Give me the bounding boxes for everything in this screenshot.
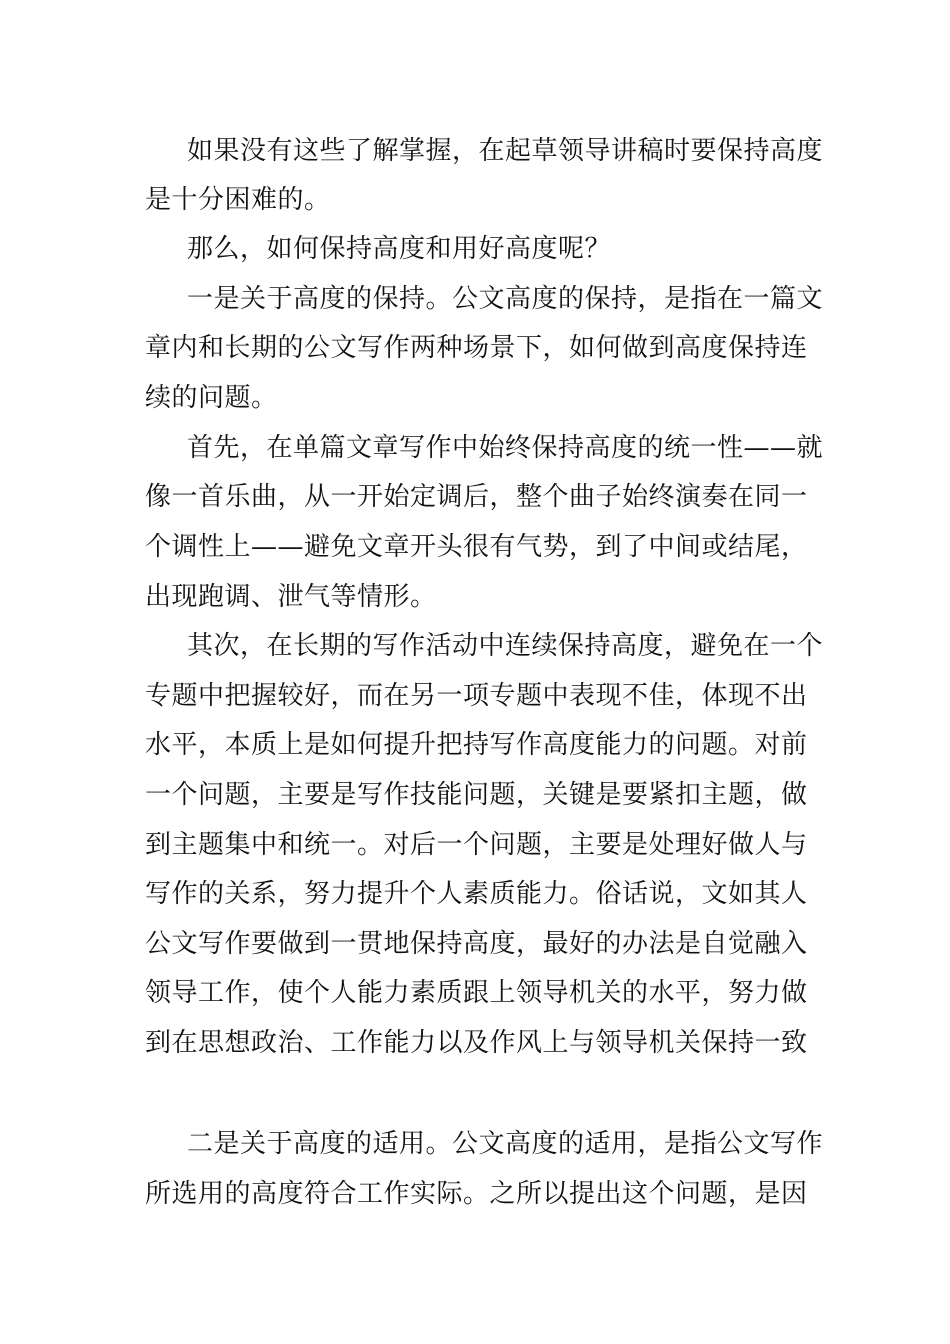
text-line: 所选用的高度符合工作实际。之所以提出这个问题，是因 — [145, 1179, 808, 1209]
text-line: 一个问题，主要是写作技能问题，关键是要紧扣主题，做 — [145, 780, 808, 810]
text-line: 专题中把握较好，而在另一项专题中表现不佳，体现不出 — [145, 681, 808, 711]
text-line: 出现跑调、泄气等情形。 — [145, 582, 437, 612]
text-line: 公文写作要做到一贯地保持高度，最好的办法是自觉融入 — [145, 929, 808, 959]
text-line: 首先，在单篇文章写作中始终保持高度的统一性——就 — [187, 433, 824, 463]
text-line: 写作的关系，努力提升个人素质能力。俗话说，文如其人 — [145, 879, 808, 909]
text-line: 一是关于高度的保持。公文高度的保持，是指在一篇文 — [187, 284, 824, 314]
text-line: 水平，本质上是如何提升把持写作高度能力的问题。对前 — [145, 730, 808, 760]
text-line: 二是关于高度的适用。公文高度的适用，是指公文写作 — [187, 1129, 824, 1159]
text-line: 章内和长期的公文写作两种场景下，如何做到高度保持连 — [145, 333, 808, 363]
text-line: 续的问题。 — [145, 383, 278, 413]
text-line: 领导工作，使个人能力素质跟上领导机关的水平，努力做 — [145, 978, 808, 1008]
text-line: 如果没有这些了解掌握，在起草领导讲稿时要保持高度 — [187, 136, 824, 166]
text-line: 到在思想政治、工作能力以及作风上与领导机关保持一致 — [145, 1028, 808, 1058]
text-line: 像一首乐曲，从一开始定调后，整个曲子始终演奏在同一 — [145, 482, 808, 512]
text-line: 是十分困难的。 — [145, 185, 331, 215]
text-line: 个调性上——避免文章开头很有气势，到了中间或结尾， — [145, 532, 808, 562]
text-line: 到主题集中和统一。对后一个问题，主要是处理好做人与 — [145, 830, 808, 860]
text-line: 其次，在长期的写作活动中连续保持高度，避免在一个 — [187, 631, 824, 661]
text-line: 那么，如何保持高度和用好高度呢？ — [187, 234, 612, 264]
